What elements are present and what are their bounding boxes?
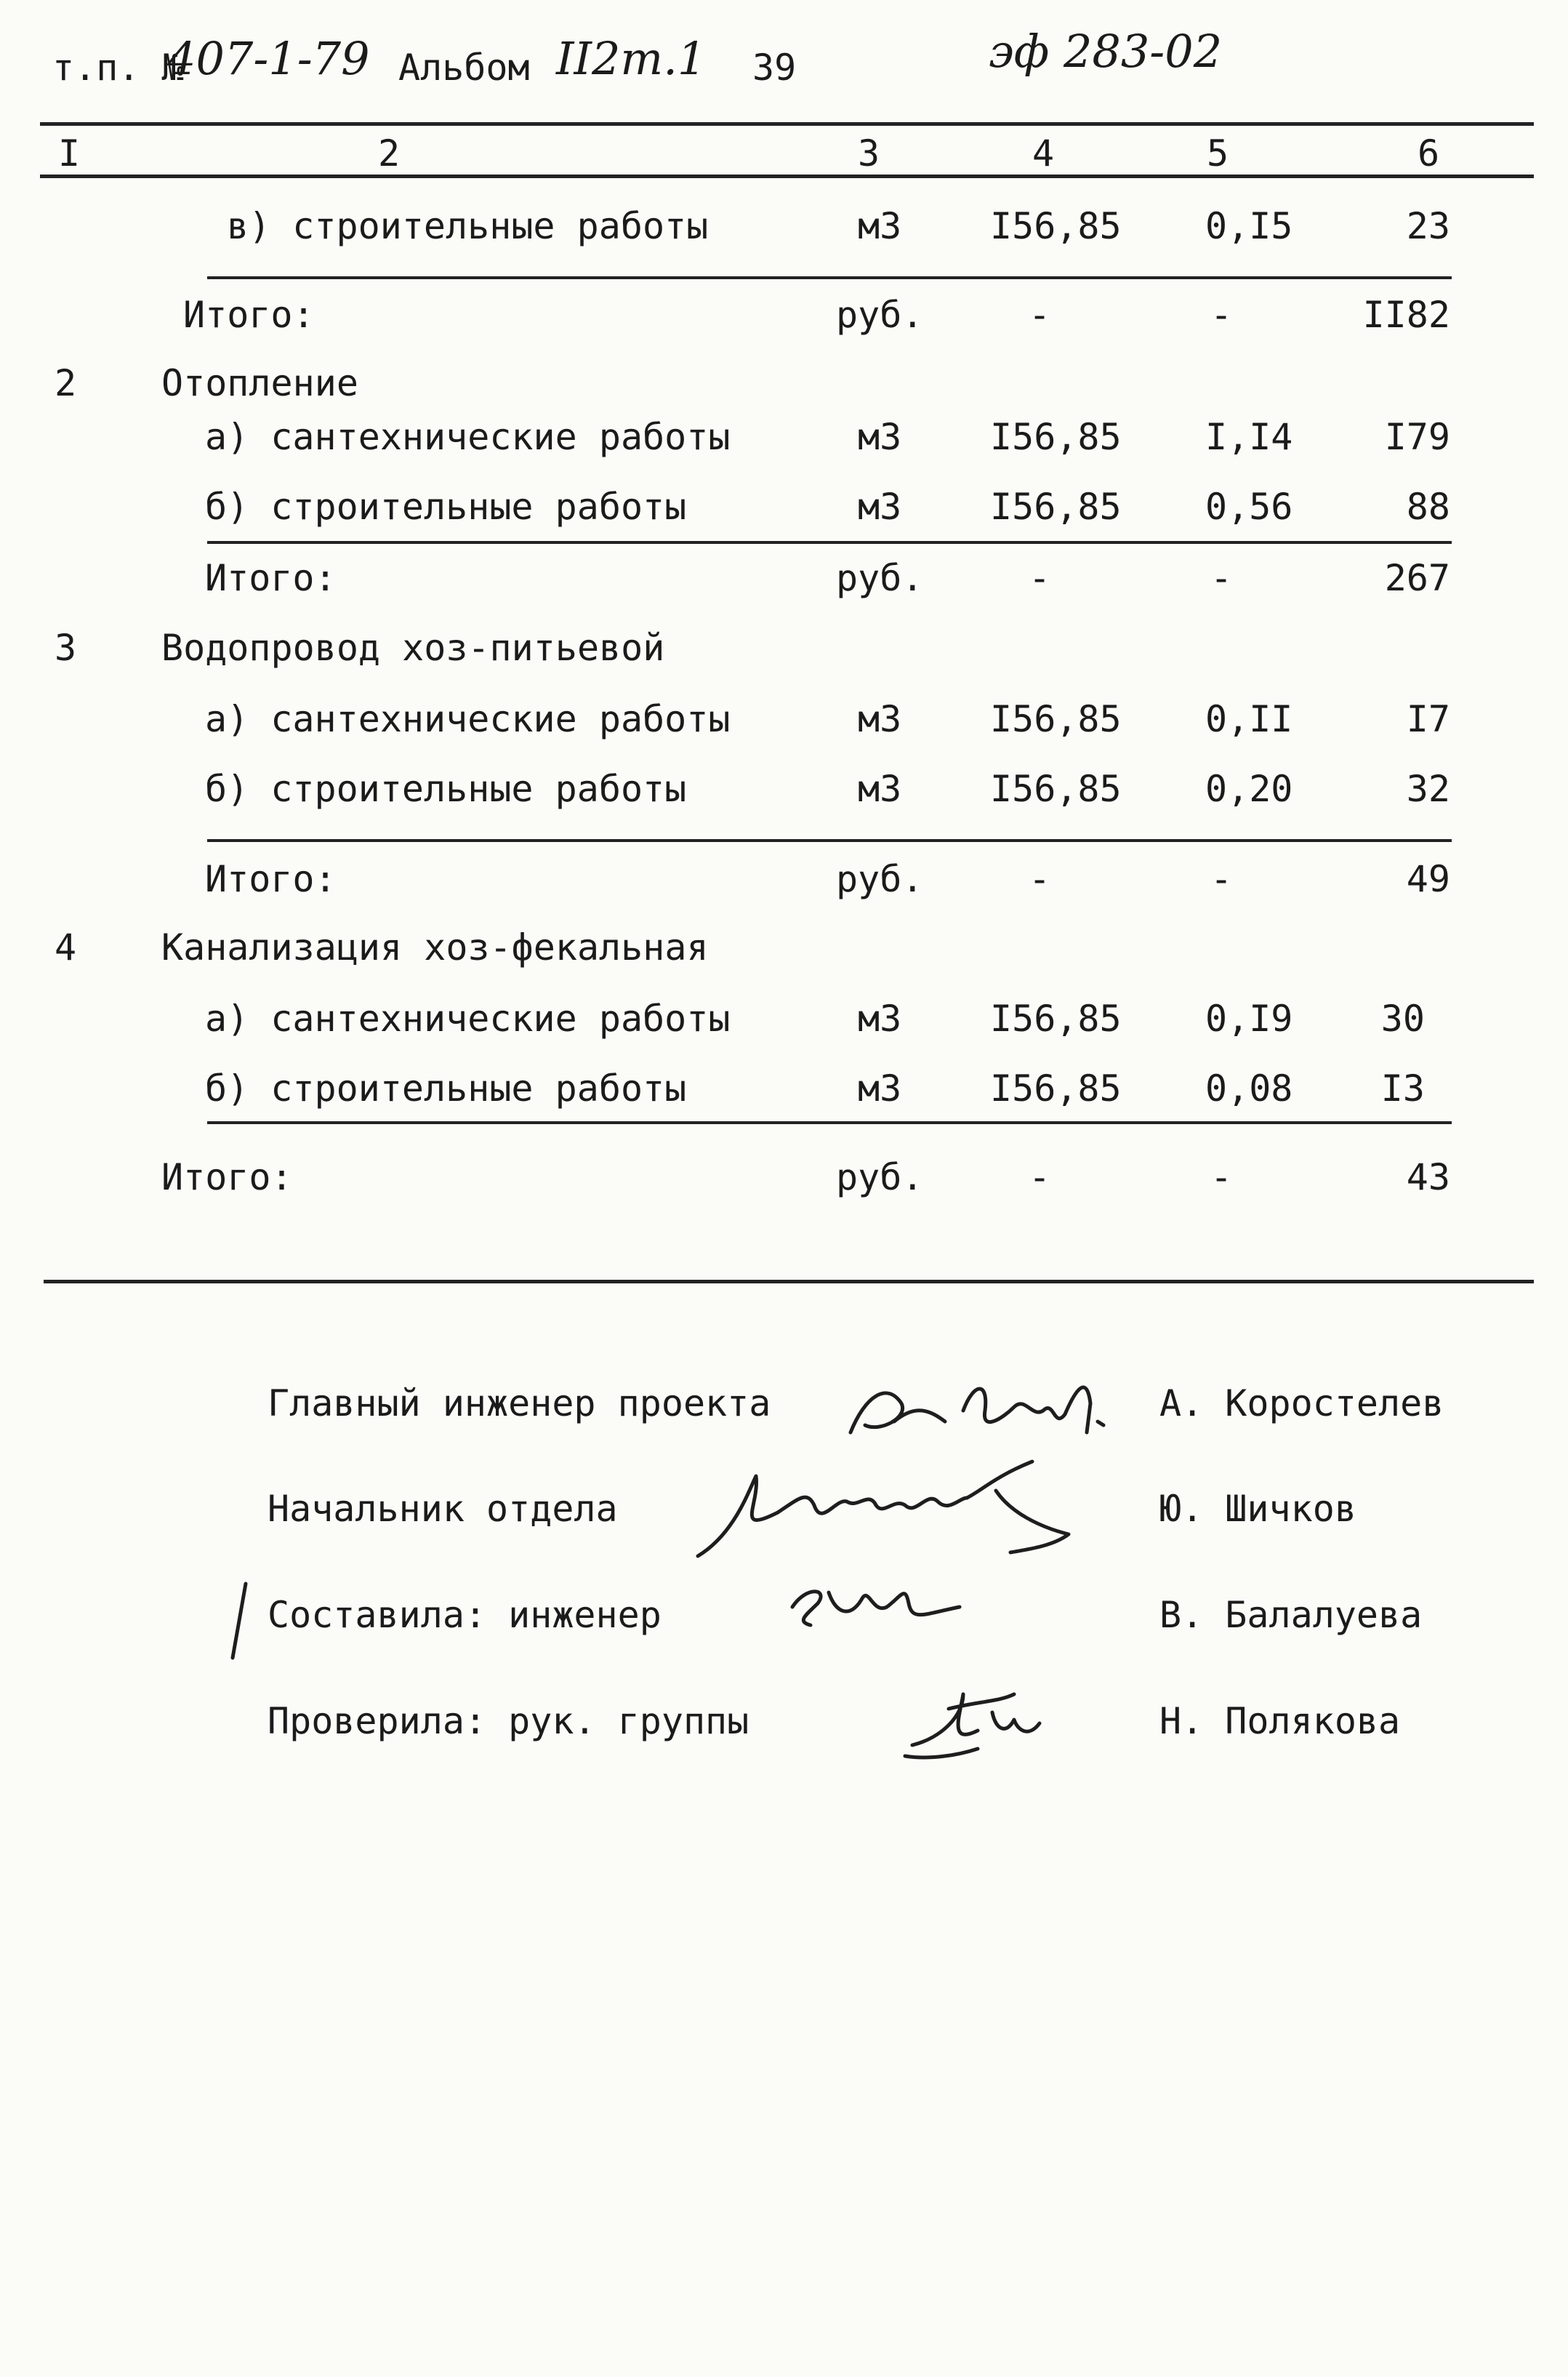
row-unit: руб. xyxy=(836,858,924,900)
column-header-rule xyxy=(40,175,1534,178)
row-qty: I56,85 xyxy=(990,1067,1122,1110)
row-qty: I56,85 xyxy=(990,486,1122,528)
row-coef: 0,I5 xyxy=(1205,205,1293,247)
row-name: б) строительные работы xyxy=(205,1067,687,1110)
row-qty: I56,85 xyxy=(990,998,1122,1040)
signature-name: Ю. Шичков xyxy=(1159,1488,1356,1530)
row-unit: м3 xyxy=(858,416,902,458)
album-label: Альбом xyxy=(398,47,530,89)
album-value: II2т.1 xyxy=(556,32,707,85)
row-unit: руб. xyxy=(836,557,924,599)
col-header-5: 5 xyxy=(1206,132,1229,175)
row-unit: м3 xyxy=(858,205,902,247)
row-coef: - xyxy=(1210,1156,1233,1198)
top-rule xyxy=(40,122,1534,126)
col-header-3: 3 xyxy=(857,132,880,175)
row-sum: 23 xyxy=(1406,205,1450,247)
signature-mark-3 xyxy=(778,1563,967,1643)
row-coef: I,I4 xyxy=(1205,416,1293,458)
tp-number: 407-1-79 xyxy=(167,32,370,85)
col-header-6: 6 xyxy=(1417,132,1440,175)
row-sum: 30 xyxy=(1380,998,1425,1040)
row-unit: м3 xyxy=(858,998,902,1040)
signature-name: Н. Полякова xyxy=(1159,1700,1401,1742)
row-coef: 0,20 xyxy=(1205,768,1293,810)
row-coef: 0,56 xyxy=(1205,486,1293,528)
signature-slash-mark xyxy=(225,1578,254,1665)
row-name: а) сантехнические работы xyxy=(205,416,731,458)
signature-name: А. Коростелев xyxy=(1159,1382,1444,1424)
row-coef: - xyxy=(1210,294,1233,336)
row-qty: - xyxy=(1028,1156,1051,1198)
row-coef: - xyxy=(1210,557,1233,599)
row-sum: II82 xyxy=(1362,294,1450,336)
signature-role: Начальник отдела xyxy=(268,1488,618,1530)
row-name: в) строительные работы xyxy=(227,205,709,247)
row-name: Итого: xyxy=(161,1156,293,1198)
row-sum: 49 xyxy=(1406,858,1450,900)
row-qty: - xyxy=(1028,557,1051,599)
document-code: эф 283-02 xyxy=(989,25,1223,78)
row-qty: I56,85 xyxy=(990,698,1122,740)
bottom-rule xyxy=(44,1280,1534,1283)
page-number: 39 xyxy=(752,47,797,89)
tp-label: т.п. № xyxy=(52,47,184,89)
col-header-2: 2 xyxy=(377,132,401,175)
row-sum: I79 xyxy=(1384,416,1450,458)
signature-mark-1 xyxy=(836,1352,1127,1454)
row-unit: руб. xyxy=(836,1156,924,1198)
signature-mark-4 xyxy=(898,1672,1079,1767)
row-name: б) строительные работы xyxy=(205,768,687,810)
row-qty: I56,85 xyxy=(990,416,1122,458)
subtotal-rule xyxy=(207,276,1452,279)
subtotal-rule xyxy=(207,541,1452,544)
row-qty: I56,85 xyxy=(990,205,1122,247)
row-coef: 0,I9 xyxy=(1205,998,1293,1040)
col-header-1: I xyxy=(57,132,81,175)
row-unit: м3 xyxy=(858,768,902,810)
row-sum: I3 xyxy=(1380,1067,1425,1110)
row-name: б) строительные работы xyxy=(205,486,687,528)
signature-role: Проверила: рук. группы xyxy=(268,1700,749,1742)
row-no: 4 xyxy=(55,926,77,969)
row-name: Итого: xyxy=(183,294,315,336)
row-coef: 0,II xyxy=(1205,698,1293,740)
col-header-4: 4 xyxy=(1032,132,1055,175)
row-coef: 0,08 xyxy=(1205,1067,1293,1110)
row-no: 3 xyxy=(55,627,77,669)
row-unit: м3 xyxy=(858,486,902,528)
row-unit: руб. xyxy=(836,294,924,336)
row-coef: - xyxy=(1210,858,1233,900)
subtotal-rule xyxy=(207,839,1452,842)
row-name: Итого: xyxy=(205,557,337,599)
row-name: Водопровод хоз-питьевой xyxy=(161,627,665,669)
row-name: Канализация хоз-фекальная xyxy=(161,926,709,969)
signature-role: Главный инженер проекта xyxy=(268,1382,771,1424)
row-sum: 32 xyxy=(1406,768,1450,810)
row-unit: м3 xyxy=(858,698,902,740)
row-sum: 267 xyxy=(1384,557,1450,599)
row-sum: 88 xyxy=(1406,486,1450,528)
row-unit: м3 xyxy=(858,1067,902,1110)
row-qty: I56,85 xyxy=(990,768,1122,810)
signature-name: В. Балалуева xyxy=(1159,1594,1423,1636)
row-name: Итого: xyxy=(205,858,337,900)
row-qty: - xyxy=(1028,294,1051,336)
row-sum: 43 xyxy=(1406,1156,1450,1198)
row-name: а) сантехнические работы xyxy=(205,998,731,1040)
subtotal-rule xyxy=(207,1121,1452,1124)
row-name: а) сантехнические работы xyxy=(205,698,731,740)
row-qty: - xyxy=(1028,858,1051,900)
signature-role: Составила: инженер xyxy=(268,1594,662,1636)
row-sum: I7 xyxy=(1406,698,1450,740)
row-name: Отопление xyxy=(161,362,358,404)
row-no: 2 xyxy=(55,362,77,404)
